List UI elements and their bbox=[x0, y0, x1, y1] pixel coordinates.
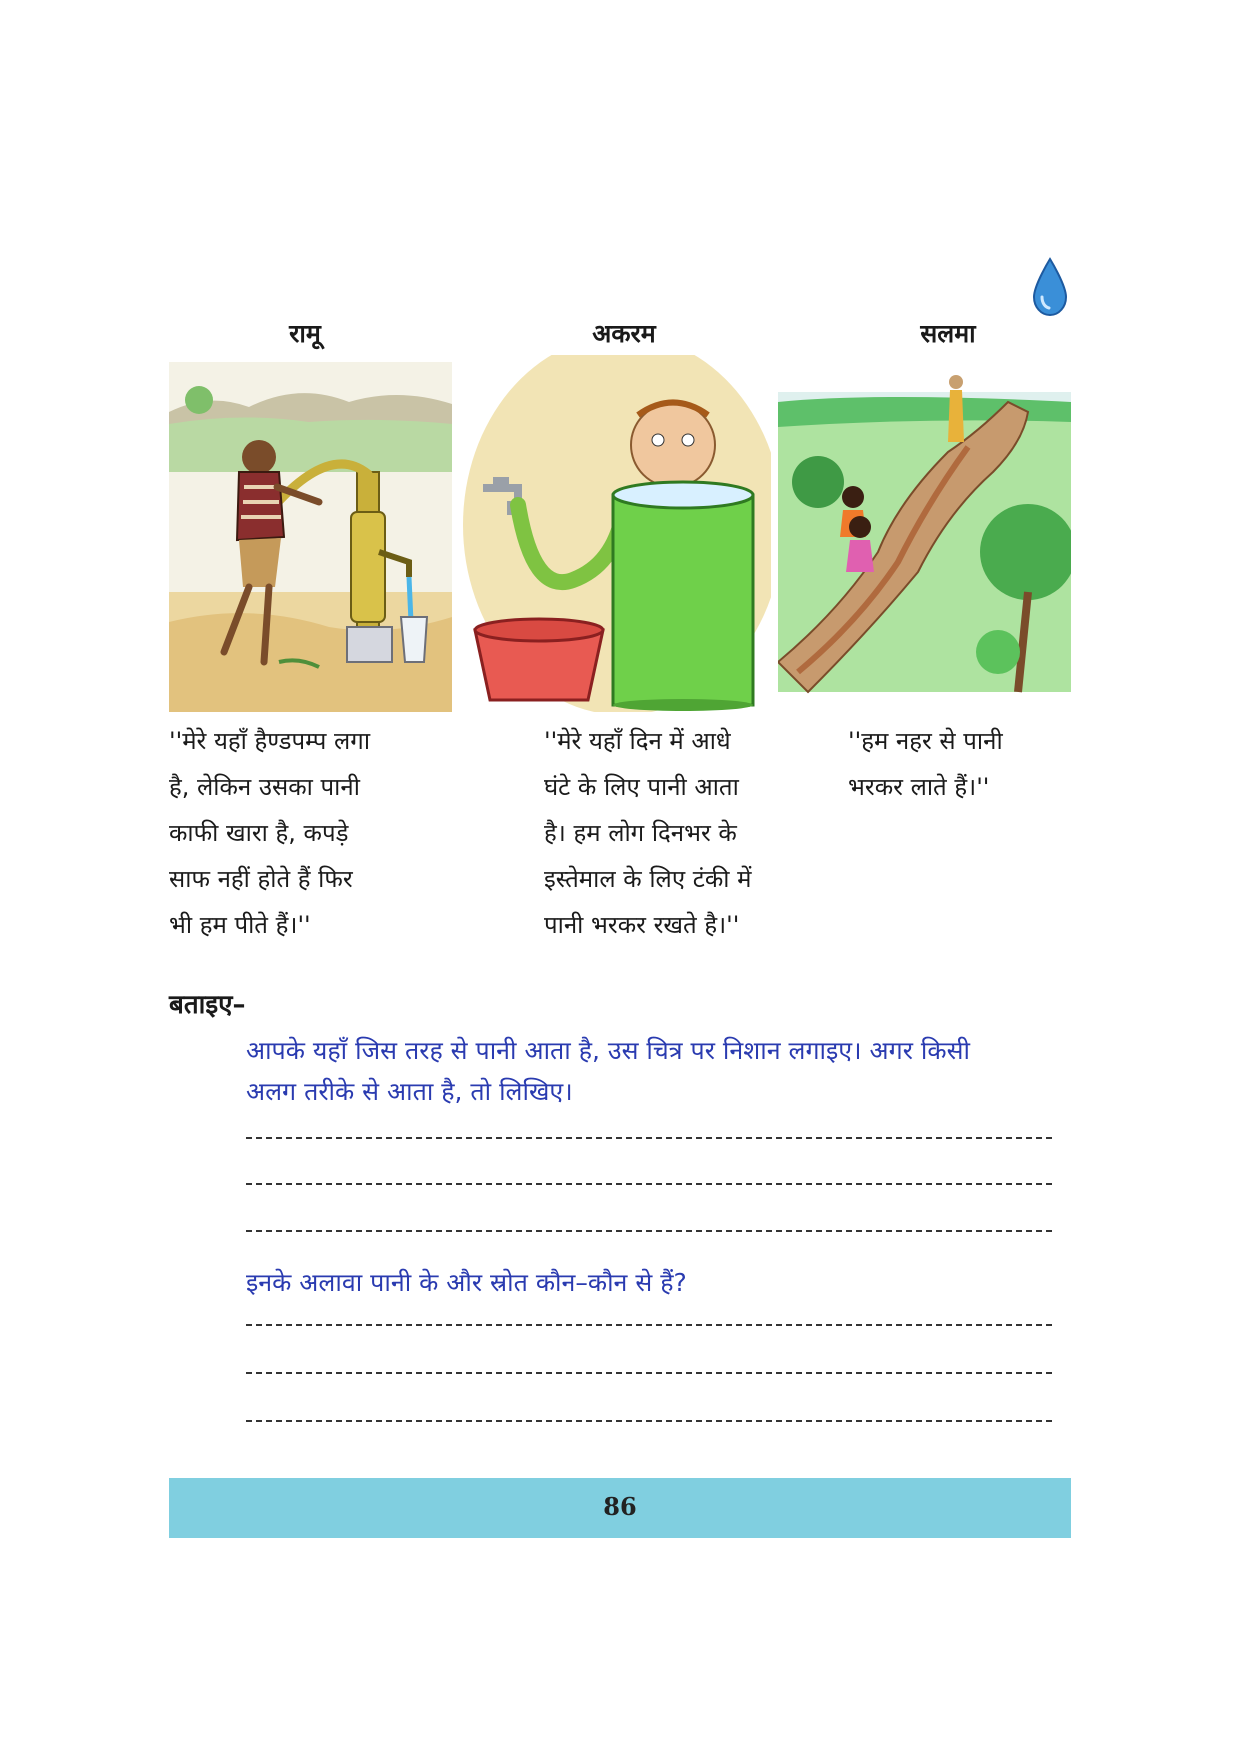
quote-line: घंटे के लिए पानी आता bbox=[544, 773, 739, 801]
answer-line[interactable] bbox=[246, 1420, 1052, 1422]
quote-line: साफ नहीं होते हैं फिर bbox=[169, 865, 353, 893]
quote-line: ''हम नहर से पानी bbox=[848, 727, 1003, 755]
quote-ramu bbox=[169, 718, 370, 948]
quote-line: पानी भरकर रखते है।'' bbox=[544, 911, 740, 939]
question-1 bbox=[246, 1030, 970, 1112]
answer-line[interactable] bbox=[246, 1137, 1052, 1139]
answer-line[interactable] bbox=[246, 1230, 1052, 1232]
answer-line[interactable] bbox=[246, 1183, 1052, 1185]
section-heading: बताइए– bbox=[169, 990, 246, 1020]
quote-line: ''मेरे यहाँ दिन में आधे bbox=[544, 727, 731, 755]
question-2: इनके अलावा पानी के और स्रोत कौन–कौन से हैं? bbox=[246, 1268, 687, 1297]
quote-line: इस्तेमाल के लिए टंकी में bbox=[544, 865, 752, 893]
quote-salma bbox=[848, 718, 1003, 810]
quote-line: ''मेरे यहाँ हैण्डपम्प लगा bbox=[169, 727, 371, 755]
illustration-water-tank bbox=[463, 355, 771, 712]
illustration-handpump bbox=[169, 362, 452, 712]
character-name-salma: सलमा bbox=[920, 319, 976, 348]
character-name-ramu: रामू bbox=[289, 319, 321, 348]
character-name-akram: अकरम bbox=[592, 319, 656, 348]
illustration-canal bbox=[778, 362, 1071, 712]
quote-line: है। हम लोग दिनभर के bbox=[544, 819, 737, 847]
page-number: 86 bbox=[603, 1492, 637, 1521]
question-line: अलग तरीके से आता है, तो लिखिए। bbox=[246, 1077, 573, 1106]
quote-akram bbox=[544, 718, 751, 948]
quote-line: काफी खारा है, कपड़े bbox=[169, 819, 349, 847]
answer-line[interactable] bbox=[246, 1372, 1052, 1374]
answer-line[interactable] bbox=[246, 1324, 1052, 1326]
water-drop-icon bbox=[1030, 285, 1070, 317]
quote-line: भी हम पीते हैं।'' bbox=[169, 911, 311, 939]
quote-line: भरकर लाते हैं।'' bbox=[848, 773, 990, 801]
quote-line: है, लेकिन उसका पानी bbox=[169, 773, 360, 801]
question-line: आपके यहाँ जिस तरह से पानी आता है, उस चित्र पर निशान लगाइए। अगर किसी bbox=[246, 1036, 970, 1065]
page-footer-band bbox=[169, 1478, 1071, 1538]
